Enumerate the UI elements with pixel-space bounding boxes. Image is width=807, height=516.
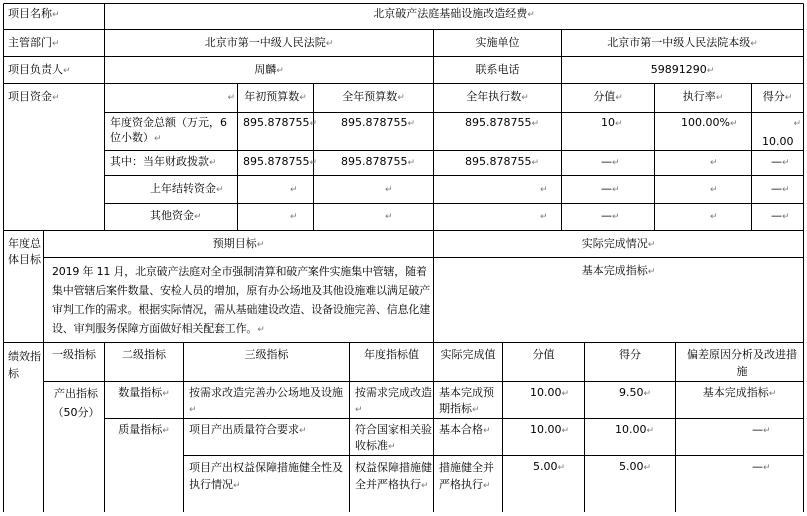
perf-row-quality-score: 10.00↵: [615, 423, 655, 436]
funds-row-carryover-score: —↵: [771, 182, 790, 195]
actual-completion-text: 基本完成指标↵: [581, 264, 656, 277]
perf-row-quality-weight: 10.00↵: [530, 423, 570, 436]
funds-col-exec-rate: 执行率↵: [682, 90, 724, 103]
perf-row-quality-level2: 质量指标↵: [118, 423, 170, 436]
funds-row-other-weight: —↵: [601, 209, 620, 222]
expected-goal-header: 预期目标↵: [212, 237, 265, 250]
perf-row-quantity-reason: 基本完成指标↵: [702, 386, 777, 399]
expected-goal-text: 2019 年 11 月，北京破产法庭对全市强制清算和破产案件实施集中管辖，随着集中管辖后案件数量、安检人员的增加，原有办公场地及其他设施难以满足破产审判工作的需求。根据实际情况，需从基础建设改造、设备设施完善、信息化建设、审判服务保障方面做好相关配套工作。↵: [52, 265, 430, 335]
phone-label: 联系电话: [475, 63, 520, 76]
funds-row-total-annual: 895.878755↵: [341, 116, 416, 129]
perf-col-actual: 实际完成值: [440, 348, 496, 361]
perf-row-rights-reason: —↵: [752, 460, 771, 473]
actual-completion-header: 实际完成情况↵: [581, 237, 656, 250]
perf-row-rights-level3: 项目产出权益保障措施健全性及执行情况↵: [189, 461, 343, 491]
funds-row-total-initial: 895.878755↵: [243, 116, 318, 129]
funds-row-other-executed: ↵: [540, 212, 548, 222]
perf-row-quantity-score: 9.50↵: [619, 386, 652, 399]
perf-row-rights-target: 权益保障措施健全并严格执行↵: [355, 461, 432, 491]
perf-row-quality-actual: 基本合格↵: [439, 423, 491, 436]
project-name-label: 项目名称↵: [8, 7, 60, 20]
funds-row-carryover-annual: ↵: [385, 185, 393, 195]
funds-row-fiscal-annual: 895.878755↵: [341, 155, 416, 168]
phone-value: 59891290↵: [650, 63, 715, 76]
perf-col-reason: 偏差原因分析及改进措施: [687, 348, 797, 378]
funds-row-other-label: 其他资金↵: [150, 209, 202, 222]
funds-row-other-initial: ↵: [290, 212, 298, 222]
perf-col-score: 得分: [619, 348, 641, 361]
funds-row-other-rate: ↵: [710, 212, 718, 222]
funds-row-total-label: 年度资金总额（万元，6 位小数）↵: [110, 116, 227, 144]
funds-header-blank: ↵: [227, 93, 235, 103]
dept-value: 北京市第一中级人民法院↵: [204, 36, 334, 49]
funds-row-other-annual: ↵: [385, 212, 393, 222]
funds-col-annual-budget: 全年预算数↵: [342, 90, 405, 103]
funds-row-total-score: 10.00: [762, 135, 794, 148]
project-name-value: 北京破产法庭基础设施改造经费↵: [373, 7, 535, 20]
funds-row-fiscal-label: 其中：当年财政拨款↵: [110, 155, 217, 168]
perf-col-weight: 分值: [532, 348, 555, 361]
funds-row-carryover-executed: ↵: [540, 185, 548, 195]
funds-row-total-executed: 895.878755↵: [465, 116, 540, 129]
perf-row-quantity-level2: 数量指标↵: [118, 386, 170, 399]
impl-value: 北京市第一中级人民法院本级↵: [607, 36, 758, 49]
perf-row-quality-target: 符合国家相关验收标准↵: [355, 423, 432, 452]
impl-label: 实施单位: [475, 36, 520, 49]
funds-row-fiscal-rate: ↵: [710, 158, 718, 168]
funds-col-executed: 全年执行数↵: [466, 90, 529, 103]
perf-row-rights-weight: 5.00↵: [533, 460, 566, 473]
funds-col-initial-budget: 年初预算数↵: [244, 90, 307, 103]
funds-row-fiscal-initial: 895.878755↵: [243, 155, 318, 168]
overall-goal-label: 年度总体目标: [8, 237, 41, 266]
perf-row-quantity-weight: 10.00↵: [530, 386, 570, 399]
dept-label: 主管部门↵: [8, 36, 60, 49]
leader-label: 项目负责人↵: [8, 63, 71, 76]
funds-row-total-weight: 10↵: [601, 116, 623, 129]
perf-row-quantity-actual: 基本完成预期指标↵: [439, 386, 494, 415]
perf-row-quality-reason: —↵: [752, 423, 771, 436]
funds-col-score-weight: 分值↵: [593, 90, 623, 103]
perf-indicator-label: 绩效指标: [8, 350, 41, 380]
funds-label: 项目资金↵: [8, 90, 60, 103]
perf-row-rights-actual: 措施健全并严格执行↵: [439, 461, 494, 491]
funds-col-score: 得分↵: [762, 90, 793, 103]
perf-col-level2: 二级指标: [122, 348, 166, 361]
perf-level1-output: 产出指标（50分）: [52, 387, 100, 419]
perf-row-quantity-level3: 按需求改造完善办公场地及设施↵: [189, 386, 343, 415]
funds-row-carryover-rate: ↵: [710, 185, 718, 195]
funds-row-fiscal-score: —↵: [771, 155, 790, 168]
funds-row-total-score-mark: ↵: [793, 119, 801, 129]
leader-value: 周麟↵: [254, 63, 284, 76]
perf-row-rights-score: 5.00↵: [619, 460, 652, 473]
perf-row-quality-level3: 项目产出质量符合要求↵: [189, 423, 307, 436]
funds-row-carryover-initial: ↵: [290, 185, 298, 195]
perf-col-level1: 一级指标: [52, 348, 96, 361]
funds-row-fiscal-executed: 895.878755↵: [465, 155, 540, 168]
perf-row-quantity-target: 按需求完成改造↵: [355, 386, 432, 415]
perf-col-level3: 三级指标: [244, 348, 289, 361]
funds-row-other-score: —↵: [771, 209, 790, 222]
funds-row-carryover-label: 上年结转资金↵: [150, 182, 224, 195]
funds-row-total-rate: 100.00%↵: [681, 116, 738, 129]
funds-row-fiscal-weight: —↵: [601, 155, 620, 168]
perf-col-target: 年度指标值: [364, 348, 419, 361]
funds-row-carryover-weight: —↵: [601, 182, 620, 195]
